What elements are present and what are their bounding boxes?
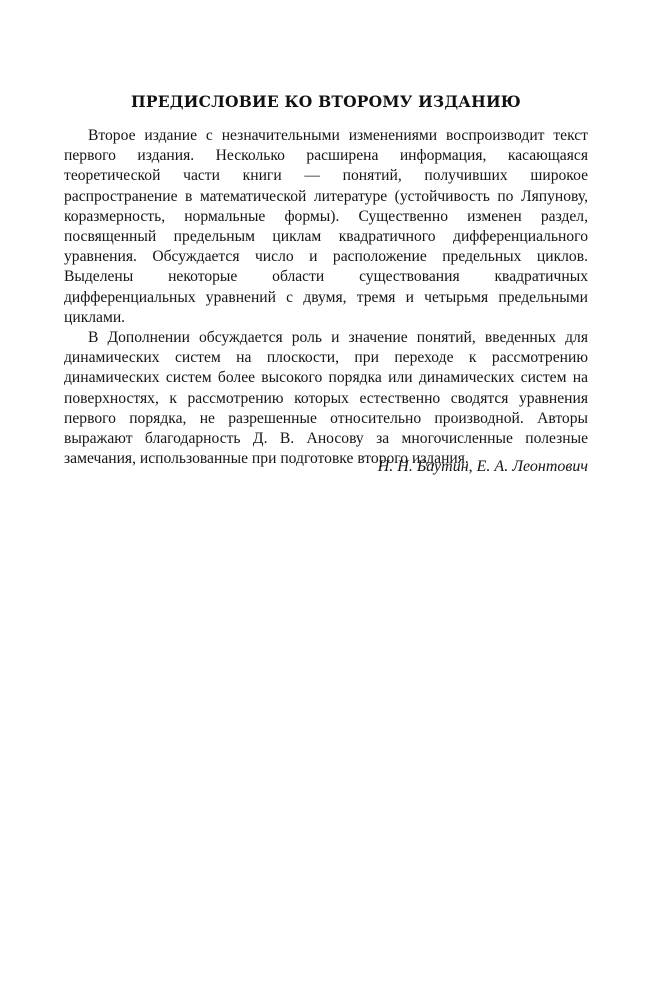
preface-heading: ПРЕДИСЛОВИЕ КО ВТОРОМУ ИЗДАНИЮ [131, 92, 521, 111]
preface-paragraph-2: В Дополнении обсуждается роль и значение понятий, введенных для динамических систем на плоскости, при переходе к рассмотрению динамических систем более высокого порядка или динамических систем на поверхностях, к рассмотрению которых естественно сводятся уравнения первого порядка, не разрешенные относительно производной. Авторы выражают благодарность Д. В. Аносову за многочисленные полезные замечания, использованные при подготовке второго издания. [64, 329, 588, 468]
preface-paragraph-1: Второе издание с незначительными изменениями воспроизводит текст первого издания. Несколько расширена информация, касающаяся теоретической части книги — понятий, получивших широкое распространение в математической литературе (устойчивость по Ляпунову, коразмерность, нормальные формы). Существенно изменен раздел, посвященный предельным циклам квадратичного дифференциального уравнения. Обсуждается число и расположение предельных циклов. Выделены некоторые области существования квадратичных дифференциальных уравнений с двумя, тремя и четырьмя предельными циклами. [64, 127, 588, 326]
authors-signature: Н. Н. Баутин, Е. А. Леонтович [377, 458, 588, 475]
preface-body [64, 126, 588, 469]
